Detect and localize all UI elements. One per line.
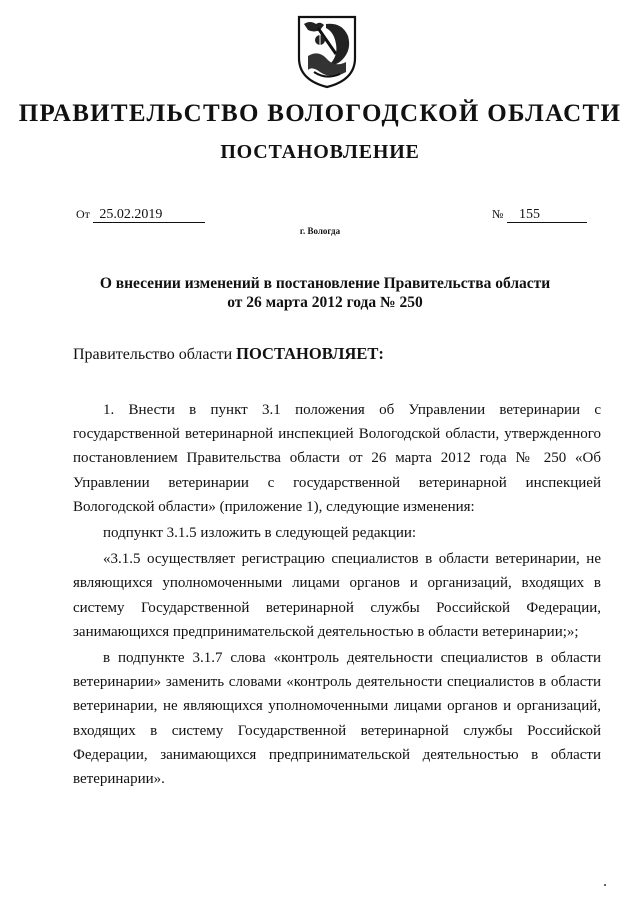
heading-line-2: от 26 марта 2012 года № 250 <box>227 294 423 311</box>
document-type: ПОСТАНОВЛЕНИЕ <box>220 141 420 163</box>
heading-line-1: О внесении изменений в постановление Правительства области <box>99 275 551 292</box>
paragraph-1: 1. Внести в пункт 3.1 положения об Управлении ветеринарии с государственной ветеринарной инспекцией Вологодской области, утвержденного постановлением Правительства области от 26 марта 2012 года № 250 «Об Управлении ветеринарии с государственной ветеринарной инспекцией Вологодской области» (приложение 1), следующие изменения: <box>73 402 601 515</box>
date-field <box>76 207 205 223</box>
preamble-text: Правительство области <box>73 346 233 363</box>
number-field <box>492 207 587 223</box>
scan-dot <box>604 884 606 886</box>
number-value: 155 <box>507 207 587 223</box>
preamble <box>73 344 384 364</box>
document-body <box>73 398 601 791</box>
paragraph-3: «3.1.5 осуществляет регистрацию специалистов в области ветеринарии, не являющихся уполномоченными лицами органов и организаций, входящих в систему Государственной ветеринарной службы Российской Федерации, занимающихся предпринимательской деятельностью в области ветеринарии;»; <box>73 551 601 640</box>
date-value: 25.02.2019 <box>93 207 205 223</box>
date-label: От <box>76 207 90 221</box>
preamble-bold: ПОСТАНОВЛЯЕТ: <box>236 344 384 363</box>
number-label: № <box>492 207 504 221</box>
paragraph-4: в подпункте 3.1.7 слова «контроль деятельности специалистов в области ветеринарии» заменить словами «контроль деятельности специалистов в области ветеринарии, не являющихся уполномоченными лицами органов и организаций, входящих в систему Государственной ветеринарной службы Российской Федерации, занимающихся предпринимательской деятельностью в области ветеринарии». <box>73 650 601 788</box>
document-heading <box>80 274 570 312</box>
coat-of-arms-icon <box>296 14 358 90</box>
city-label: г. Вологда <box>299 226 341 236</box>
government-title: ПРАВИТЕЛЬСТВО ВОЛОГОДСКОЙ ОБЛАСТИ <box>18 100 622 127</box>
paragraph-2: подпункт 3.1.5 изложить в следующей редакции: <box>103 525 417 542</box>
